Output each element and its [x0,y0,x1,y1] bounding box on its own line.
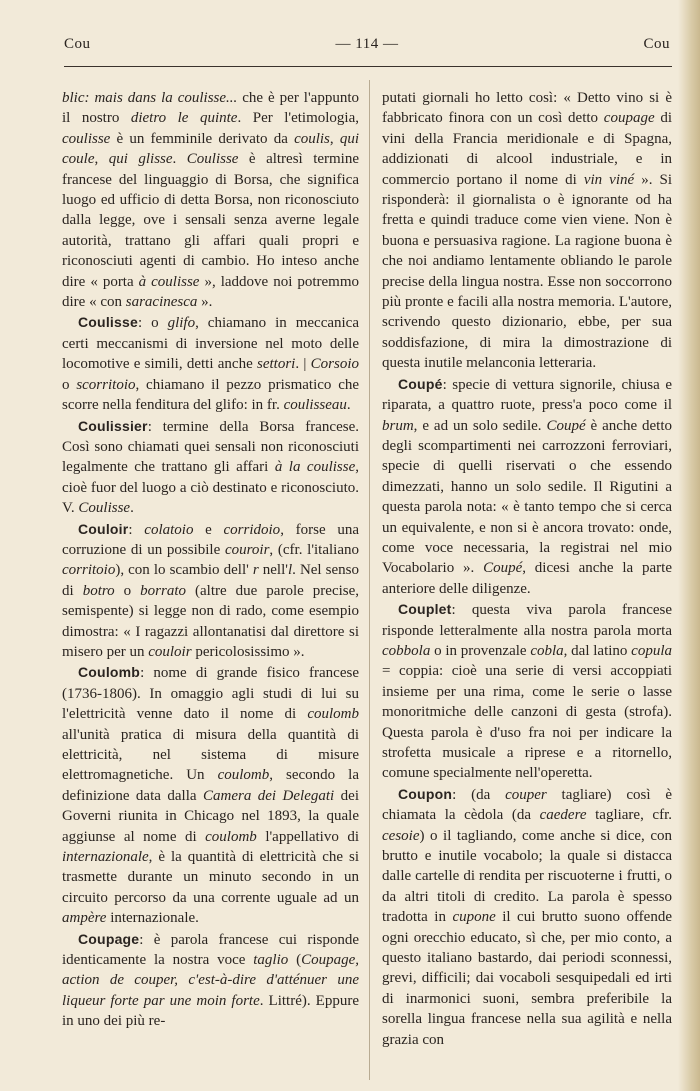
body-text: . [130,500,134,517]
headword: Couplet [398,601,452,618]
italic-text: l [287,562,293,579]
headword: Coupon [398,785,453,802]
header-right-guideword: Cou [643,36,670,52]
body-text: è un femminile derivato da [110,130,295,147]
italic-text: ampère [62,910,107,927]
headword: Couloir [78,520,129,537]
body-text: ». Si risponderà: il giornalista o è ignorante od ha fretta e quindi traduce come vien viene. Non è buona e persuasiva ragione. La ragione buona è che noi andiamo lentamente obliando le parole precise della lingua nostra. Esse non soccorrono più pronte e facili alla nostra memoria. L'autore, scrivendo questo dizionario, ebbe, per sua soddisfazione, di mira la dimostrazione di questa inutile melanconia letteraria. [382,171,673,372]
body-text: ) o il tagliando, come anche si dice, con brutto e inutile vocabolo; la quale si distacca dalle cartelle di rendita per riscuoterne i frutti, o da altri titoli di credito. La parola è spesso tradotta in [382,827,672,926]
body-text: , chiamano il pezzo prismatico che scorre nella fenditura del glifo: in fr. [62,376,360,414]
italic-text: corritoio [62,562,116,579]
body-text: tagliare, cfr. [586,807,672,824]
body-text: dei Governi riunita in Chicago nel 1893, la quale aggiunse al nome di [62,787,360,845]
body-text: è altresì termine francese del linguaggio di Borsa, che significa luogo ed ufficio di detta Borsa, non riconosciuto dalla legge, ove i sensali senza averne legale autorità, trattano gli affari quali propri e riconosciuti agenti di cambio. Ho inteso anche dire « porta [62,151,360,290]
body-text: : [128,521,145,538]
italic-text: corridoio [223,521,281,538]
body-text: all'unità pratica di misura della quantità di elettricità, nel sistema di misure elettromagnetiche. Un [62,726,359,784]
italic-text: botro [82,582,115,599]
running-header [64,36,670,58]
body-text: , dal latino [563,642,632,659]
italic-text: coupage [603,110,655,127]
italic-text: coulisse [62,130,111,147]
continued-paragraph [382,88,672,374]
italic-text: cobbola [382,642,431,659]
right-column [382,88,672,1050]
body-text: o in provenzale [430,642,531,659]
page-edge-shadow [678,0,700,1091]
italic-text: caedere [539,807,587,824]
body-text: : è parola francese cui risponde identicamente la nostra voce [62,931,359,969]
dictionary-entry [62,929,359,1032]
body-text: . [346,397,351,414]
body-text: ), con lo scambio dell' [115,562,253,579]
continued-paragraph [62,88,359,312]
body-text: , e ad un solo sedile. [413,417,547,434]
italic-text: qui glisse [108,151,173,168]
italic-text: cupone [452,909,496,926]
italic-text: settori [257,356,296,373]
italic-text: Camera dei Delegati [202,787,335,804]
body-text: : specie di vettura signorile, chiusa e riparata, a quattro ruote, press'a poco come il [382,376,672,414]
italic-text: internazionale [62,849,149,866]
header-rule [64,66,672,67]
italic-text: cobla [530,642,564,659]
body-text: . Nel senso di [62,562,359,599]
italic-text: brum [382,417,414,434]
italic-text: r [252,562,259,579]
italic-text: Corsoio [310,356,359,373]
italic-text: Coupé [483,560,523,577]
body-text: putati giornali ho letto così: « Detto vino si è fabbricato finora con un così detto [382,90,672,127]
body-text: ( [288,952,302,969]
italic-text: blic: mais dans la coulisse... [62,90,238,106]
italic-text: coulis [294,130,330,147]
body-text: , cioè fuor del luogo a ciò destinato e riconosciuto. V. [62,459,359,517]
body-text: : nome di grande fisico francese (1736-1806). In omaggio agli studi di lui su l'elettricità venne dato il nome di [62,665,359,723]
body-text: , secondo la definizione data dalla [62,767,359,804]
dictionary-entry [382,784,672,1050]
body-text: , forse una corruzione di un possibile [62,521,359,558]
body-text: o [114,582,141,599]
italic-text: scorritoio [76,376,136,393]
italic-text: vin viné [583,171,635,188]
italic-text: coulomb [217,767,270,784]
body-text: , è la quantità di elettricità che si trasmette durante un minuto secondo in un circuito percorso da una corrente uguale ad un [62,849,359,906]
body-text: l'appellativo di [256,828,359,845]
body-text: il cui brutto suono offende ogni orecchio educato, sì che, per mio conto, a questo italiano bastardo, dai periodi sconnessi, grevi, difficili; dai vocaboli sesquipedali ed irti di inarmonici suoni, sembra preferibile la sorella lingua francese nella sua agilità e nella grazia con [382,909,672,1048]
body-text: , [329,130,340,147]
italic-text: dietro le quinte [130,110,238,127]
body-text: internazionale. [106,910,199,927]
body-text: . | [295,356,311,373]
body-text: : questa viva parola francese risponde letteralmente alla nostra parola morta [382,602,672,639]
body-text: : o [137,315,168,332]
body-text: (altre due parole precise, semispente) si legge non di rado, come esempio dimostra: « I ragazzi allontanatisi dal direttore si misero per un [62,582,360,660]
italic-text: à la coulisse [274,459,356,476]
left-column [62,88,359,1032]
body-text: , (cfr. l'italiano [269,541,360,558]
dictionary-entry [62,662,359,928]
italic-text: coulomb [205,828,257,845]
body-text: : termine della Borsa francese. Così sono chiamati quei sensali non riconosciuti legalmente che trattano gli affari [62,418,359,476]
dictionary-entry [62,416,359,519]
body-text: = coppia: cioè una serie di versi accoppiati insieme per una rima, come le serie o lasse monoritmiche delle canzoni di gesta (strofa). Questa parola è d'uso fra noi per indicare la strofetta musicale a riprese e a ritornello, comune specialmente nell'operetta. [382,663,672,782]
dictionary-entry [382,374,672,599]
italic-text: qui coule [62,130,360,168]
headword: Coulomb [78,664,141,681]
body-text: », laddove noi potremmo dire « con [62,273,360,311]
italic-text: colatoio [144,521,194,538]
headword: Coulissier [78,417,148,434]
body-text: . [172,151,187,168]
dictionary-entry [62,312,359,415]
italic-text: borrato [140,582,186,599]
italic-text: couroir [224,541,270,558]
body-text: di vini della Francia meridionale e di Spagna, addizionati di alcool industriale, e in commercio portano il nome di [382,110,673,188]
body-text: , [94,151,109,168]
italic-text: couloir [148,643,192,660]
headword: Coupage [78,930,140,947]
italic-text: Coulisse [78,500,131,517]
body-text: : (da [452,786,506,803]
headword: Coupé [398,375,443,392]
body-text: pericolosissimo ». [191,643,305,660]
body-text: ». [197,294,213,311]
italic-text: copula [631,642,672,659]
page-number: — 114 — [335,36,399,52]
body-text: nell' [258,562,288,579]
italic-text: taglio [253,952,289,969]
body-text: che è per l'appunto il nostro [62,90,360,127]
italic-text: cesoie [382,827,420,844]
body-text: tagliare) così è chiamata la cèdola (da [382,786,672,824]
headword: Coulisse [78,314,138,331]
body-text: e [193,521,224,538]
column-divider [369,80,370,1080]
body-text: o [62,376,77,393]
italic-text: coulomb [307,706,359,723]
body-text: , chiamano in meccanica certi meccanismi di inversione nel moto delle locomotive e simili, detti anche [62,315,359,373]
italic-text: Coulisse [186,151,239,168]
italic-text: Coupage, action de couper, c'est-à-dire d'atténuer une liqueur forte par une moin forte [62,952,359,1009]
body-text: , dicesi anche la parte anteriore delle diligenze. [382,560,673,597]
header-left-guideword: Cou [64,36,91,52]
dictionary-entry [382,599,672,784]
italic-text: coulisseau [283,397,347,414]
body-text: . Littré). Eppure in uno dei più re- [62,992,359,1030]
italic-text: saracinesca [125,294,198,311]
body-text: è anche detto degli scompartimenti nei carrozzoni ferroviari, specie di quelli riservati o che essendo dimezzati, hanno un solo sedile. Il Rigutini a questa parola nota: « è tanto tempo che si cerca un equivalente, e non si è ancora trovato: onde, come voce necessaria, la registrai nel mio Vocabolario ». [382,417,673,577]
dictionary-entry [62,519,359,663]
italic-text: glifo [167,315,196,332]
italic-text: à coulisse [138,273,200,290]
body-text: . Per l'etimologia, [237,110,359,127]
italic-text: couper [505,786,547,803]
italic-text: Coupé [546,417,586,434]
